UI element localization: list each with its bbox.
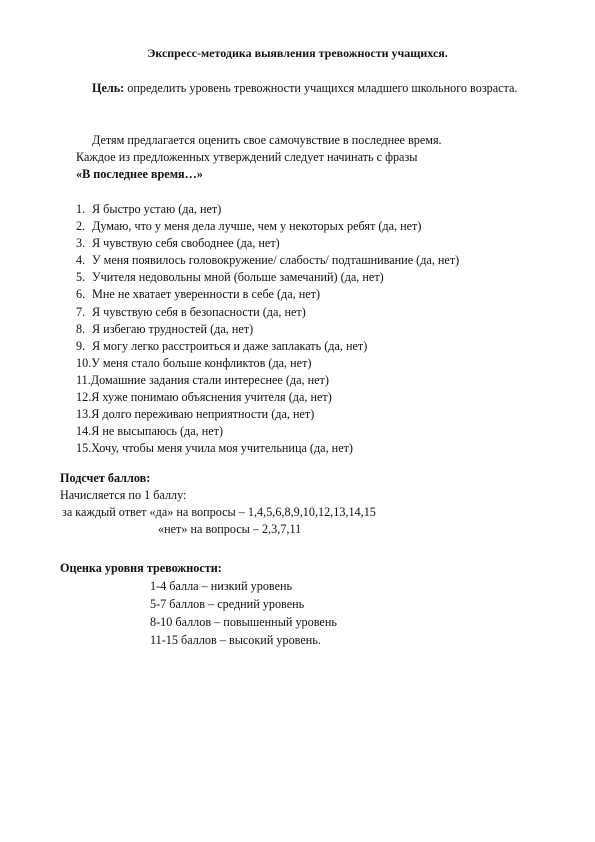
intro-paragraph xyxy=(76,132,546,183)
list-item xyxy=(76,406,546,423)
levels-section xyxy=(60,559,540,649)
item-number: 2. xyxy=(76,219,86,234)
list-item xyxy=(76,252,546,269)
item-number: 3. xyxy=(76,236,86,251)
item-text: Мне не хватает уверенности в себе (да, нет) xyxy=(92,287,321,302)
item-number: 8. xyxy=(76,321,86,336)
list-item xyxy=(76,269,546,286)
item-number: 15. xyxy=(76,441,92,456)
item-number: 11. xyxy=(76,372,91,387)
list-item xyxy=(76,389,546,406)
item-number: 4. xyxy=(76,253,86,268)
intro-line-1: Детям предлагается оценить свое самочувствие в последнее время. xyxy=(92,133,442,147)
item-text: Я чувствую себя свободнее (да, нет) xyxy=(92,236,280,251)
list-item xyxy=(76,286,546,303)
list-item xyxy=(76,201,546,218)
list-item xyxy=(76,338,546,355)
level-item: 8-10 баллов – повышенный уровень xyxy=(150,615,337,629)
statements-list xyxy=(76,201,546,457)
goal-label: Цель: xyxy=(92,81,125,95)
item-text: Учителя недовольны мной (больше замечаний) (да, нет) xyxy=(92,270,384,285)
item-text: Я могу легко расстроиться и даже заплакать (да, нет) xyxy=(92,338,368,353)
list-item xyxy=(76,304,546,321)
item-text: Я не высыпаюсь (да, нет) xyxy=(91,424,224,439)
level-item: 5-7 баллов – средний уровень xyxy=(150,597,305,611)
list-item xyxy=(76,321,546,338)
item-number: 6. xyxy=(76,287,86,302)
item-number: 9. xyxy=(76,338,86,353)
goal-text: определить уровень тревожности учащихся младшего школьного возраста. xyxy=(124,81,518,95)
list-item xyxy=(76,218,546,235)
item-text: Я долго переживаю неприятности (да, нет) xyxy=(91,407,315,422)
item-text: Хочу, чтобы меня учила моя учительница (да, нет) xyxy=(91,441,353,456)
item-number: 5. xyxy=(76,270,86,285)
level-item: 1-4 балла – низкий уровень xyxy=(150,579,293,593)
item-number: 12. xyxy=(76,390,92,405)
intro-line-2: Каждое из предложенных утверждений следует начинать с фразы xyxy=(76,150,418,164)
item-number: 1. xyxy=(76,202,86,216)
list-item xyxy=(76,235,546,252)
item-number: 14. xyxy=(76,424,92,439)
levels-heading: Оценка уровня тревожности: xyxy=(60,561,222,575)
goal-paragraph xyxy=(60,80,530,96)
item-text: Я чувствую себя в безопасности (да, нет) xyxy=(92,304,306,319)
scoring-line-1: Начисляется по 1 баллу: xyxy=(60,488,187,502)
item-text: У меня появилось головокружение/ слабость/ подташнивание (да, нет) xyxy=(92,253,460,268)
item-text: Думаю, что у меня дела лучше, чем у некоторых ребят (да, нет) xyxy=(92,219,422,234)
list-item xyxy=(76,372,546,389)
item-text: Я избегаю трудностей (да, нет) xyxy=(92,321,254,336)
item-text: Я хуже понимаю объяснения учителя (да, нет) xyxy=(91,390,332,405)
level-item: 11-15 баллов – высокий уровень. xyxy=(150,633,321,647)
intro-line-3: «В последнее время…» xyxy=(76,167,203,181)
scoring-line-2: за каждый ответ «да» на вопросы – 1,4,5,6,8,9,10,12,13,14,15 xyxy=(62,505,376,519)
list-item xyxy=(76,355,546,372)
scoring-heading: Подсчет баллов: xyxy=(60,471,151,485)
scoring-section xyxy=(60,470,540,538)
item-text: У меня стало больше конфликтов (да, нет) xyxy=(91,355,312,370)
list-item xyxy=(76,440,546,457)
list-item xyxy=(76,423,546,440)
item-number: 7. xyxy=(76,304,86,319)
document-title: Экспресс-методика выявления тревожности учащихся. xyxy=(147,46,448,60)
item-text: Я быстро устаю (да, нет) xyxy=(92,202,222,216)
item-number: 10. xyxy=(76,355,92,370)
item-text: Домашние задания стали интереснее (да, нет) xyxy=(90,372,329,387)
scoring-line-3: «нет» на вопросы – 2,3,7,11 xyxy=(158,522,302,536)
item-number: 13. xyxy=(76,407,92,422)
